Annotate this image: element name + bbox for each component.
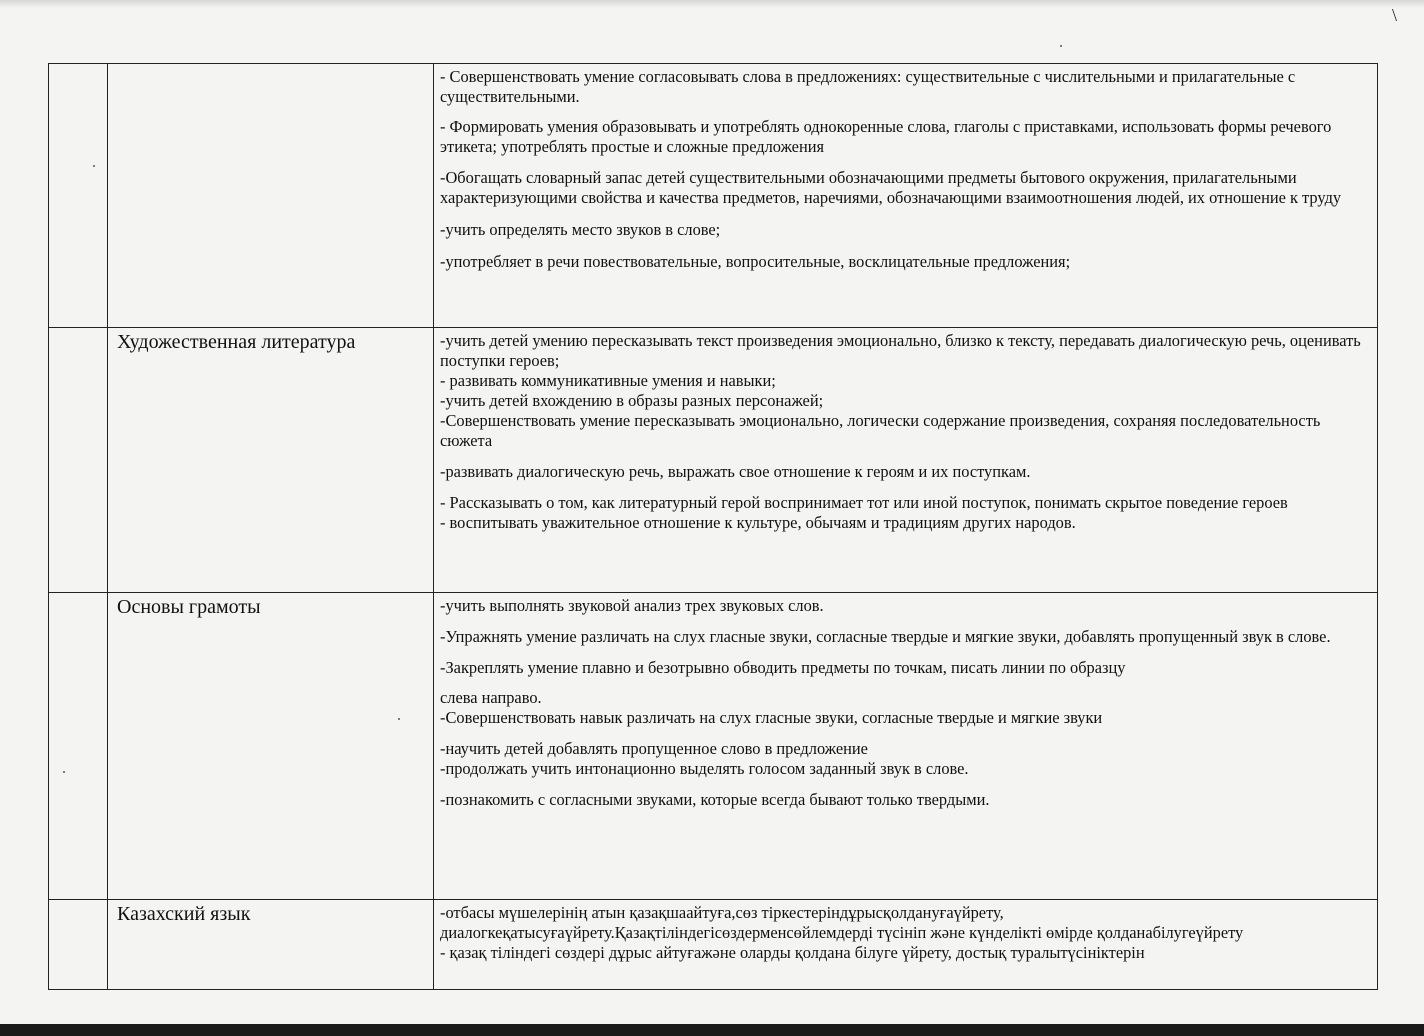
list-item: - қазақ тіліндегі сөздері дұрыс айтуғажәне оларды қолдана білуге үйрету, достық туралытүсініктерін <box>440 943 1145 962</box>
table-row <box>49 328 1378 593</box>
section-title-cell <box>108 900 434 990</box>
list-item: -познакомить с согласными звуками, которые всегда бывают только твердыми. <box>440 790 990 809</box>
list-item: - воспитывать уважительное отношение к культуре, обычаям и традициям других народов. <box>440 513 1076 532</box>
list-item: -Совершенствовать умение пересказывать эмоционально, логически содержание произведения, сохраняя последовательность сюжета <box>440 411 1321 450</box>
list-item: -продолжать учить интонационно выделять голосом заданный звук в слове. <box>440 759 969 778</box>
list-item: -учить выполнять звуковой анализ трех звуковых слов. <box>440 596 824 615</box>
list-item: - Рассказывать о том, как литературный герой воспринимает тот или иной поступок, понимать скрытое поведение героев <box>440 493 1288 512</box>
scan-edge-top <box>0 0 1424 8</box>
list-item: -Обогащать словарный запас детей существительными обозначающими предметы бытового окружения, прилагательными характеризующими свойства и качества предметов, наречиями, обозначающими взаимоотношения людей, их отношение к труду <box>440 168 1342 207</box>
index-cell <box>49 64 108 328</box>
section-content-cell <box>434 64 1378 328</box>
index-cell <box>49 328 108 593</box>
list-item: -научить детей добавлять пропущенное слово в предложение <box>440 739 868 758</box>
curriculum-table <box>48 63 1378 990</box>
section-content-cell <box>434 900 1378 990</box>
section-title-cell <box>108 328 434 593</box>
index-cell <box>49 900 108 990</box>
list-item: -учить детей вхождению в образы разных персонажей; <box>440 391 824 410</box>
section-title: Художественная литература <box>117 331 356 353</box>
section-title: Казахский язык <box>117 903 251 925</box>
section-title <box>108 64 433 66</box>
list-item: слева направо. <box>440 688 542 707</box>
list-item: -Упражнять умение различать на слух гласные звуки, согласные твердые и мягкие звуки, добавлять пропущенный звук в слове. <box>440 627 1331 646</box>
table-row <box>49 64 1378 328</box>
section-content-cell <box>434 328 1378 593</box>
section-title: Основы грамоты <box>117 596 261 618</box>
list-item: -употребляет в речи повествовательные, вопросительные, восклицательные предложения; <box>440 252 1071 271</box>
table-row <box>49 900 1378 990</box>
section-title-cell <box>108 593 434 900</box>
section-title-cell <box>108 64 434 328</box>
corner-mark: \ <box>1392 5 1398 25</box>
scan-edge-bottom <box>0 1024 1424 1036</box>
section-content-cell <box>434 593 1378 900</box>
table-row <box>49 593 1378 900</box>
list-item: -отбасы мүшелерінің атын қазақшаайтуға,сөз тіркестеріндұрысқолдануғаүйрету, диалогкеқатысуғаүйрету.Қазақтіліндегісөздерменсөйлемдерді түсініп және күнделікті өмірде қолданабілугеүйрету <box>440 903 1244 942</box>
list-item: -учить детей умению пересказывать текст произведения эмоционально, близко к тексту, передавать диалогическую речь, оценивать поступки героев; <box>440 331 1361 370</box>
scan-speck <box>1060 45 1062 47</box>
list-item: - Совершенствовать умение согласовывать слова в предложениях: существительные с числительными и прилагательные с существительными. <box>440 67 1296 106</box>
list-item: -учить определять место звуков в слове; <box>440 220 721 239</box>
list-item: - Формировать умения образовывать и употреблять однокоренные слова, глаголы с приставками, использовать формы речевого этикета; употреблять простые и сложные предложения <box>440 117 1332 156</box>
list-item: -Совершенствовать навык различать на слух гласные звуки, согласные твердые и мягкие звуки <box>440 708 1103 727</box>
list-item: -развивать диалогическую речь, выражать свое отношение к героям и их поступкам. <box>440 462 1031 481</box>
list-item: -Закреплять умение плавно и безотрывно обводить предметы по точкам, писать линии по образцу <box>440 658 1126 677</box>
index-cell <box>49 593 108 900</box>
list-item: - развивать коммуникативные умения и навыки; <box>440 371 776 390</box>
